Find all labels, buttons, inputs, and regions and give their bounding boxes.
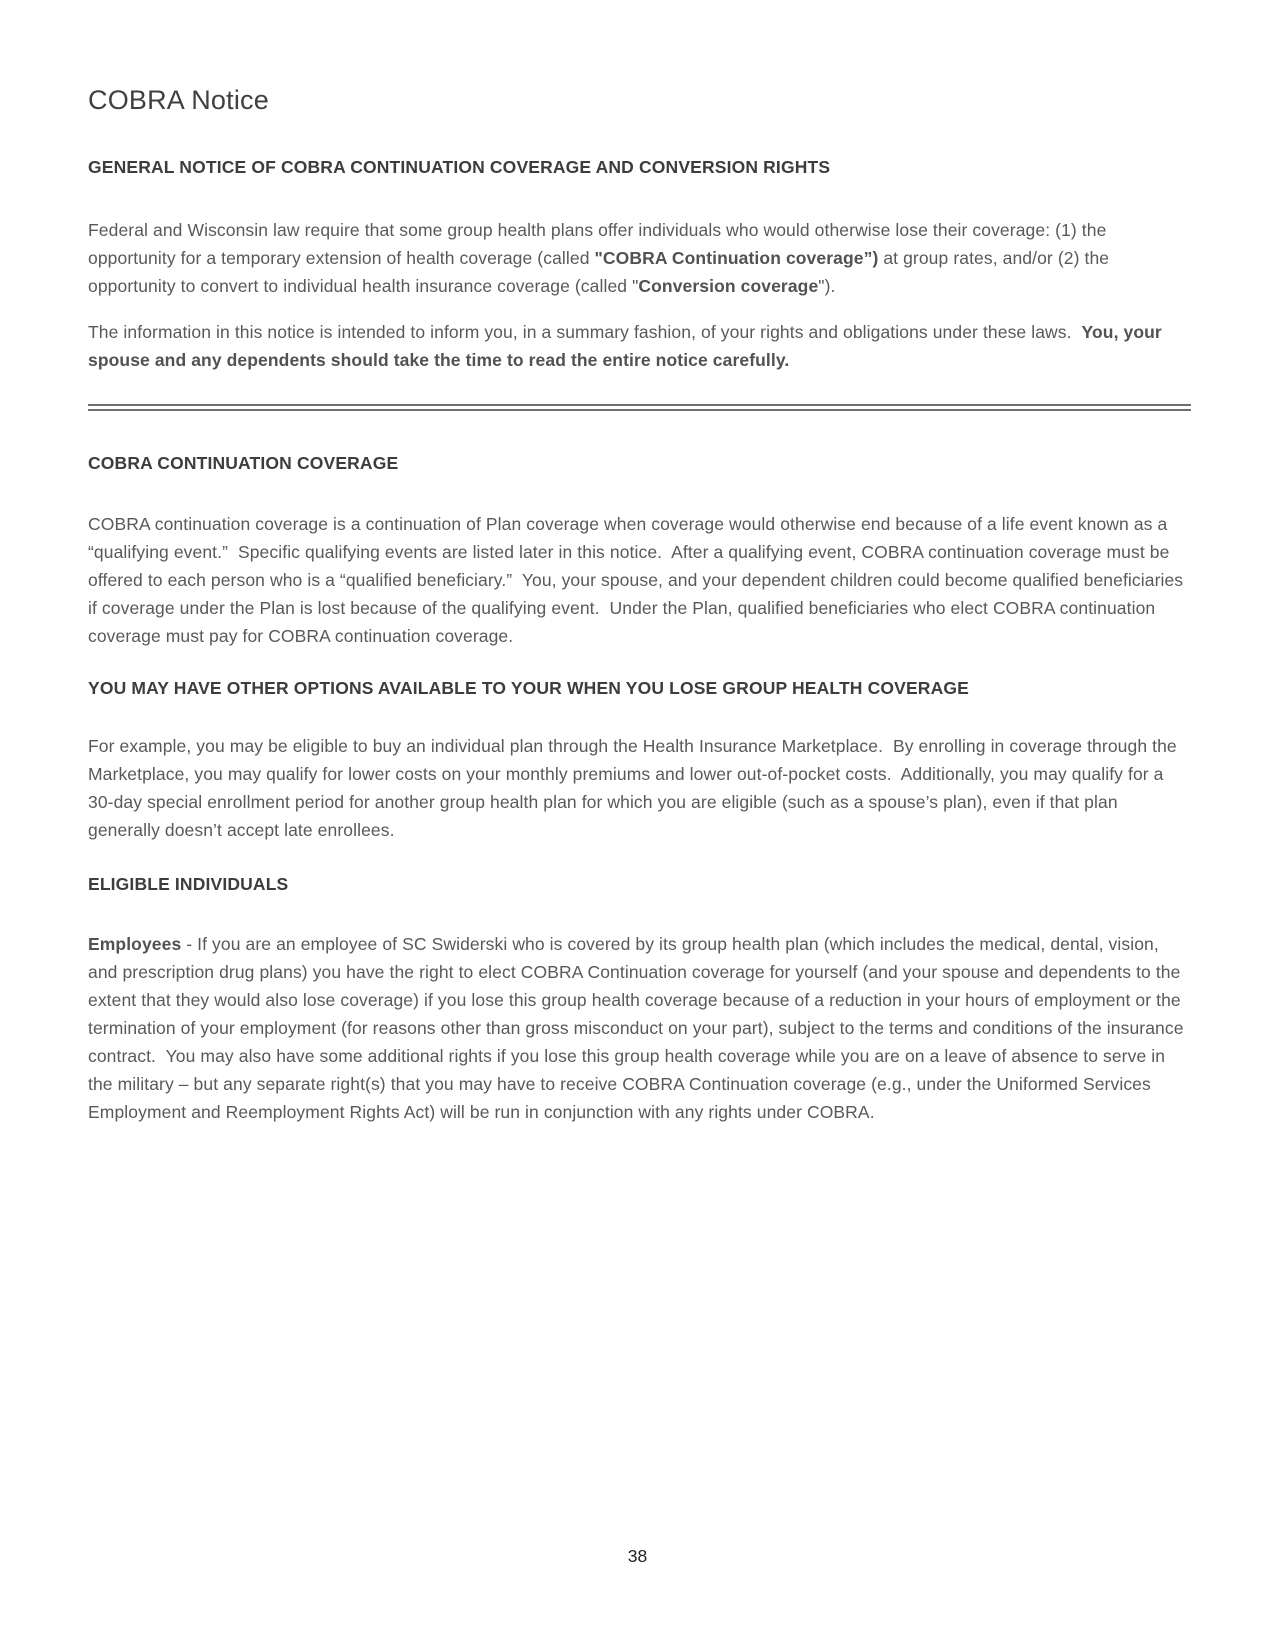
paragraph-summary [88, 318, 1191, 374]
text-run-bold: You, your spouse and any dependents should take the time to read the entire notice carefully. [88, 322, 1167, 370]
text-run: at group rates, and/or (2) the opportunity to convert to individual health insurance coverage (called " [88, 248, 1115, 296]
text-run-bold: Employees [88, 934, 182, 954]
text-run: The information in this notice is intended to inform you, in a summary fashion, of your rights and obligations under these laws. [88, 322, 1082, 342]
heading-cobra-continuation: COBRA CONTINUATION COVERAGE [88, 453, 399, 473]
page-title: COBRA Notice [88, 85, 269, 115]
text-run: - If you are an employee of SC Swiderski who is covered by its group health plan (which includes the medical, dental, vision, and prescription drug plans) you have the right to elect COBRA Continuation coverage for yourself (and your spouse and dependents to the extent that they would also lose coverage) if you lose this group health coverage because of a reduction in your hours of employment or the termination of your employment (for reasons other than gross misconduct on your part), subject to the terms and conditions of the insurance contract. You may also have some additional rights if you lose this group health coverage while you are on a leave of absence to serve in the military – but any separate right(s) that you may have to receive COBRA Continuation coverage (e.g., under the Uniformed Services Employment and Reemployment Rights Act) will be run in conjunction with any rights under COBRA. [88, 934, 1189, 1122]
paragraph-continuation [88, 510, 1191, 650]
text-run: For example, you may be eligible to buy an individual plan through the Health Insurance Marketplace. By enrolling in coverage through the Marketplace, you may qualify for lower costs on your monthly premiums and lower out-of-pocket costs. Additionally, you may qualify for a 30-day special enrollment period for another group health plan for which you are eligible (such as a spouse’s plan), even if that plan generally doesn’t accept late enrollees. [88, 736, 1182, 840]
text-run-bold: Conversion coverage [638, 276, 819, 296]
text-run: Federal and Wisconsin law require that some group health plans offer individuals who would otherwise lose their coverage: (1) the opportunity for a temporary extension of health coverage (called [88, 220, 1112, 268]
paragraph-employees [88, 930, 1191, 1126]
page-number: 38 [627, 1546, 648, 1566]
section-divider [88, 404, 1191, 411]
paragraph-intro [88, 216, 1191, 300]
document-content [88, 84, 1191, 1126]
paragraph-marketplace [88, 732, 1191, 844]
heading-other-options: YOU MAY HAVE OTHER OPTIONS AVAILABLE TO YOUR WHEN YOU LOSE GROUP HEALTH COVERAGE [88, 678, 969, 698]
text-run-bold: "COBRA Continuation coverage”) [594, 248, 879, 268]
text-run: COBRA continuation coverage is a continuation of Plan coverage when coverage would otherwise end because of a life event known as a “qualifying event.” Specific qualifying events are listed later in this notice. After a qualifying event, COBRA continuation coverage must be offered to each person who is a “qualified beneficiary.” You, your spouse, and your dependent children could become qualified beneficiaries if coverage under the Plan is lost because of the qualifying event. Under the Plan, qualified beneficiaries who elect COBRA continuation coverage must pay for COBRA continuation coverage. [88, 514, 1189, 646]
heading-eligible-individuals: ELIGIBLE INDIVIDUALS [88, 874, 289, 894]
text-run: "). [818, 276, 836, 296]
heading-general-notice: GENERAL NOTICE OF COBRA CONTINUATION COVERAGE AND CONVERSION RIGHTS [88, 157, 831, 177]
